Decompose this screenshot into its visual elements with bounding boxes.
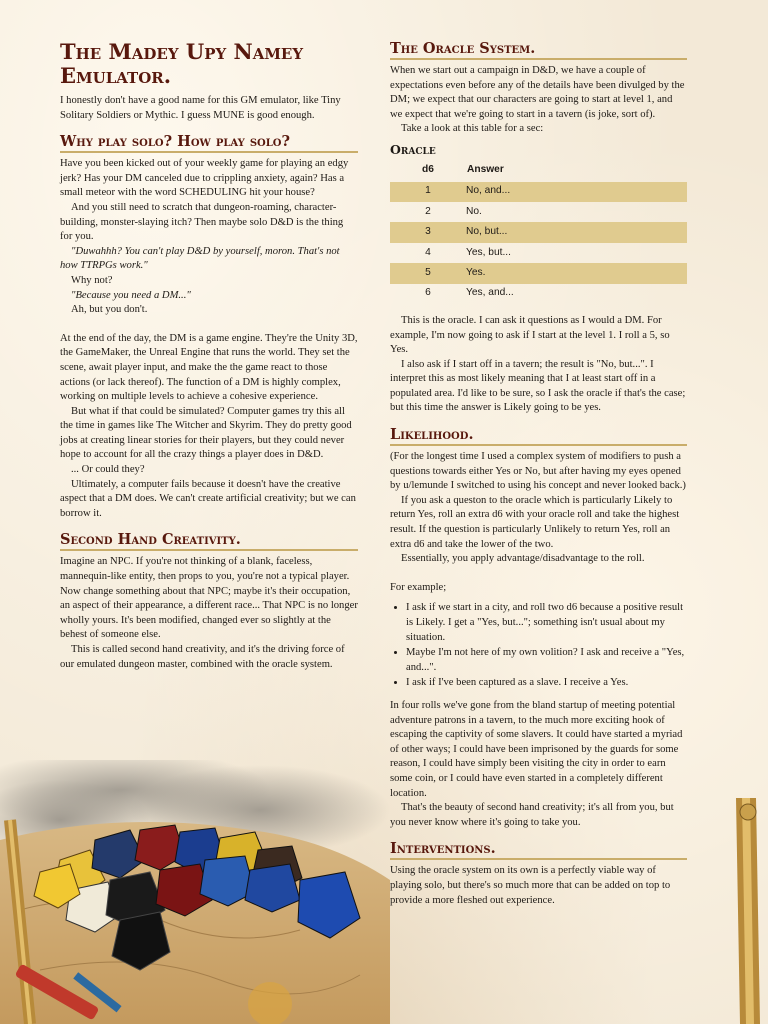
page-title: The Madey Upy Namey Emulator. bbox=[60, 39, 304, 88]
paragraph: Take a look at this table for a sec: bbox=[401, 123, 544, 135]
paragraph: This is the oracle. I can ask it questions as I would a DM. For example, I'm now going to ask if I start at the level 1. I roll a 5, so Yes. bbox=[390, 314, 670, 356]
example-list bbox=[390, 601, 687, 691]
paragraph: In four rolls we've gone from the bland startup of meeting potential adventure patrons in a tavern, to the much more exciting hook of escaping the captivity of some slavers. It could have started a myriad of other ways; I could have been imprisoned by the guards for some reason, I could have simply been visiting the city in order to earn some coin, or I could have even started in a completely different location. bbox=[390, 699, 683, 799]
column-header: Answer bbox=[467, 164, 504, 176]
paragraph: I also ask if I start off in a tavern; the result is "No, but...". I interpret this as most likely meaning that I at least start off in a populated area. I'd like to be sure, so I ask the oracle if that's the case; but this time the answer is Likely going to be yes. bbox=[390, 358, 686, 414]
table-cell: 4 bbox=[425, 246, 431, 258]
paragraph: This is called second hand creativity, and it's the driving force of our emulated dungeon master, combined with the oracle system. bbox=[60, 644, 345, 670]
table-row bbox=[390, 263, 687, 283]
paragraph: Why not? bbox=[71, 274, 113, 286]
paragraph: At the end of the day, the DM is a game engine. They're the Unity 3D, the GameMaker, the Unreal Engine that runs the world. They set the scene, await player input, and make the the game react to those actions (or lack thereof). The function of a DM is highly complex, working on multiple levels to achieve a cohesive experience. bbox=[60, 332, 358, 403]
quote: "Duwahhh? You can't play D&D by yourself, moron. That's not how TTRPGs work." bbox=[60, 245, 340, 272]
section-heading: The Oracle System. bbox=[390, 40, 687, 60]
paragraph: When we start out a campaign in D&D, we have a couple of expectations even before any of the details have been divulged by the DM; we expect that our characters are going to start at level 1, and we expect that we're going to start in a tavern (is joke, sort of). bbox=[390, 65, 685, 120]
section-likelihood bbox=[390, 426, 687, 830]
paragraph: Imagine an NPC. If you're not thinking of a blank, faceless, mannequin-like entity, then props to you, you're not a typical player. Now change something about that NPC; maybe it's their occupation, an aspect of their appearance, a different race... That NPC is no longer wholly yours. It's been modified, changed ever so slightly at the behest of someone else. bbox=[60, 556, 358, 641]
right-column bbox=[390, 40, 687, 908]
table-row bbox=[390, 222, 687, 242]
section-second-hand bbox=[60, 531, 358, 672]
paragraph: Essentially, you apply advantage/disadvantage to the roll. bbox=[401, 553, 645, 565]
paragraph: If you ask a queston to the oracle which is particularly Likely to return Yes, roll an extra d6 with your oracle roll and take the highest result. If the question is particularly Unlikely to return Yes, roll an extra d6 and take the lower of the two. bbox=[390, 494, 680, 550]
table-cell: Yes. bbox=[466, 267, 486, 279]
intro-paragraph: I honestly don't have a good name for this GM emulator, like Tiny Solitary Soldiers or Mythic. I guess MUNE is good enough. bbox=[60, 95, 341, 121]
dice-illustration bbox=[0, 760, 390, 1024]
section-heading: Interventions. bbox=[390, 840, 687, 860]
paragraph: (For the longest time I used a complex system of modifiers to push a questions towards either Yes or No, but after having my eyes opened by u/lemunde I switched to using his concept and never looked back.) bbox=[390, 451, 686, 492]
column-header: d6 bbox=[422, 164, 434, 176]
quote: "Because you need a DM..." bbox=[71, 289, 191, 301]
paragraph: ... Or could they? bbox=[71, 464, 145, 476]
table-row bbox=[390, 243, 687, 263]
paragraph: For example; bbox=[390, 581, 447, 593]
paragraph: Using the oracle system on its own is a perfectly viable way of playing solo, but there's so much more that can be added on top to provide a more fleshed out experience. bbox=[390, 865, 671, 906]
oracle-table bbox=[390, 160, 687, 304]
section-interventions bbox=[390, 840, 687, 908]
table-cell: 6 bbox=[425, 287, 431, 299]
section-heading: Second Hand Creativity. bbox=[60, 531, 358, 551]
table-cell: 1 bbox=[425, 185, 431, 197]
table-cell: No, but... bbox=[466, 226, 508, 238]
table-row bbox=[390, 182, 687, 202]
section-oracle-system bbox=[390, 40, 687, 416]
frame-ornament bbox=[726, 798, 768, 1024]
section-why-solo bbox=[60, 133, 358, 521]
list-item: • I ask if I've been captured as a slave. I receive a Yes. bbox=[406, 676, 687, 691]
table-row bbox=[390, 284, 687, 304]
list-item: • I ask if we start in a city, and roll two d6 because a positive result is Likely. I get a "Yes, but..."; something isn't usual about my situation. bbox=[406, 601, 687, 645]
table-cell: Yes, but... bbox=[466, 246, 511, 258]
section-heading: Why play solo? How play solo? bbox=[60, 133, 358, 153]
table-header-row bbox=[390, 160, 687, 182]
list-item: • Maybe I'm not here of my own volition? I ask and receive a "Yes, and...". bbox=[406, 646, 687, 675]
section-heading: Likelihood. bbox=[390, 426, 687, 446]
table-cell: 2 bbox=[425, 205, 431, 217]
paragraph: Have you been kicked out of your weekly game for playing an edgy jerk? Has your DM canceled due to crippling anxiety, again? Has a small meteor with the word SCHEDULING hit your house? bbox=[60, 158, 349, 199]
table-cell: No, and... bbox=[466, 185, 511, 197]
left-column bbox=[60, 40, 358, 672]
table-row bbox=[390, 202, 687, 222]
paragraph: Ah, but you don't. bbox=[71, 304, 148, 316]
paragraph: But what if that could be simulated? Computer games try this all the time in games like The Witcher and Skyrim. They do pretty good jobs at creating linear stories for their players, but they could never hope to account for all the crazy things a player does in D&D. bbox=[60, 405, 352, 461]
paragraph: Ultimately, a computer fails because it doesn't have the creative aspect that a DM does. We can't create artificial creativity; but we can borrow it. bbox=[60, 478, 356, 519]
table-cell: 5 bbox=[425, 267, 431, 279]
table-cell: No. bbox=[466, 205, 482, 217]
paragraph: That's the beauty of second hand creativity; it's all from you, but you never know where it's going to take you. bbox=[390, 802, 674, 828]
table-cell: 3 bbox=[425, 226, 431, 238]
table-title: Oracle bbox=[390, 141, 436, 157]
table-cell: Yes, and... bbox=[466, 287, 514, 299]
paragraph: And you still need to scratch that dungeon-roaming, character-building, monster-slaying itch? Then maybe solo D&D is the thing for you. bbox=[60, 201, 344, 243]
